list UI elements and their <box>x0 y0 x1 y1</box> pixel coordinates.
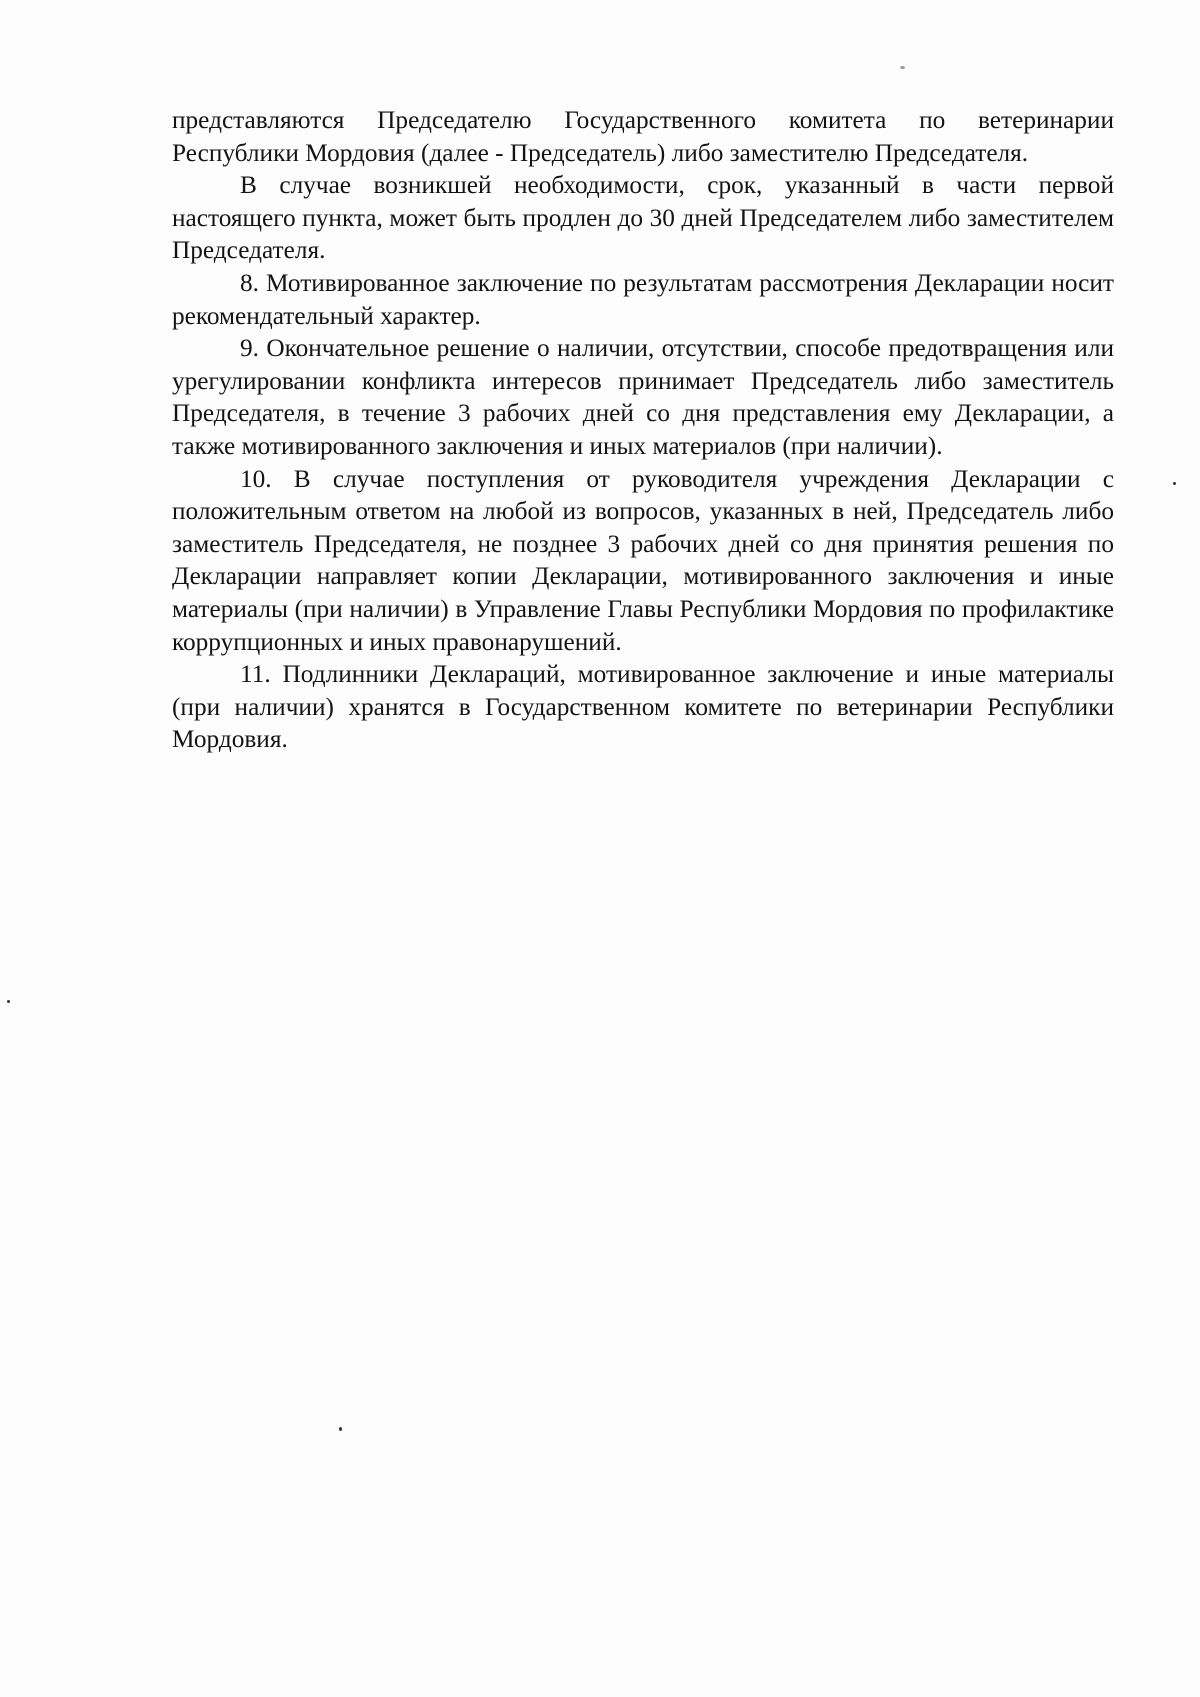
scan-speck <box>900 66 905 69</box>
paragraph-item-8: 8. Мотивированное заключение по результатам рассмотрения Декларации носит рекомендательный характер. <box>172 268 1114 330</box>
paragraph-item-10: 10. В случае поступления от руководителя учреждения Декларации с положительным ответом на любой из вопросов, указанных в ней, Председатель либо заместитель Председателя, не позднее 3 рабочих дней со дня принятия решения по Декларации направляет копии Декларации, мотивированного заключения и иные материалы (при наличии) в Управление Главы Республики Мордовия по профилактике коррупционных и иных правонарушений. <box>172 464 1114 656</box>
scan-speck <box>7 1000 10 1003</box>
scan-speck <box>339 1427 342 1431</box>
paragraph-intro: представляются Председателю Государственного комитета по ветеринарии Республики Мордовия (далее - Председатель) либо заместителю Председателя. <box>172 106 1114 167</box>
paragraph-extension: В случае возникшей необходимости, срок, указанный в части первой настоящего пункта, может быть продлен до 30 дней Председателем либо заместителем Председателя. <box>172 171 1114 265</box>
document-body <box>172 104 1114 756</box>
paragraph-item-11: 11. Подлинники Деклараций, мотивированное заключение и иные материалы (при наличии) хранятся в Государственном комитете по ветеринарии Республики Мордовия. <box>172 660 1114 754</box>
paragraph-item-9: 9. Окончательное решение о наличии, отсутствии, способе предотвращения или урегулировании конфликта интересов принимает Председатель либо заместитель Председателя, в течение 3 рабочих дней со дня представления ему Декларации, а также мотивированного заключения и иных материалов (при наличии). <box>172 334 1114 460</box>
scan-speck <box>1173 482 1176 485</box>
